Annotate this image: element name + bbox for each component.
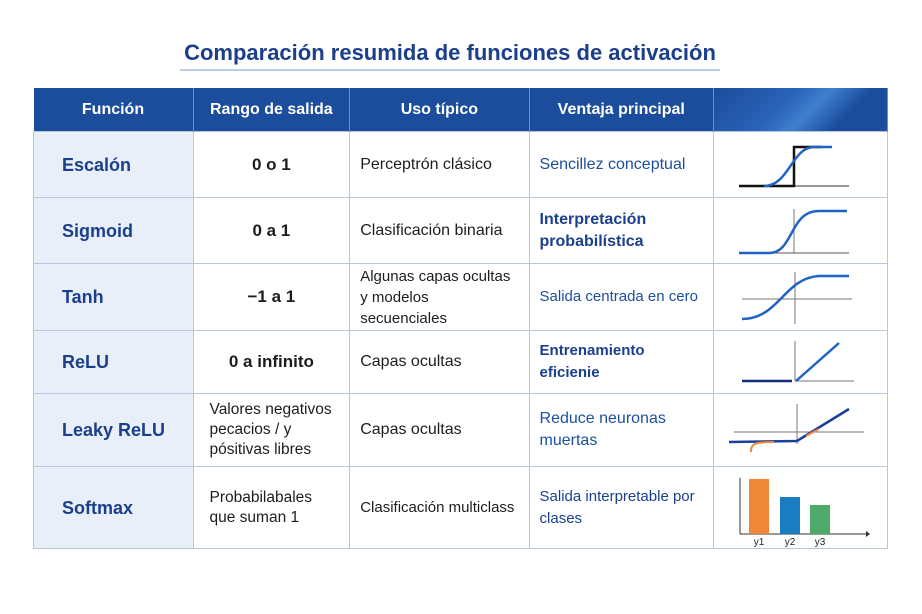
typical-use: Clasificación multiclass xyxy=(350,467,529,549)
relu-graph-icon xyxy=(714,331,887,393)
bar-y3 xyxy=(810,505,830,534)
function-name: Escalón xyxy=(34,132,194,198)
bar-y2 xyxy=(780,497,800,534)
output-range: 0 a 1 xyxy=(193,198,350,264)
main-advantage: Salida interpretable por clases xyxy=(529,467,713,549)
label-y3: y3 xyxy=(814,536,826,548)
page-title: Comparación resumida de funciones de activación xyxy=(184,40,716,65)
output-range: −1 a 1 xyxy=(193,264,350,331)
label-y2: y2 xyxy=(784,536,796,548)
typical-use: Capas ocultas xyxy=(350,331,529,394)
table-row xyxy=(34,394,888,467)
function-name: Tanh xyxy=(34,264,194,331)
header-function: Función xyxy=(34,88,194,132)
header-row xyxy=(34,88,888,132)
output-range: Probabilabales que suman 1 xyxy=(193,467,350,549)
softmax-bar-icon xyxy=(714,468,887,548)
header-range: Rango de salida xyxy=(193,88,350,132)
leaky-relu-graph-icon xyxy=(714,394,887,466)
header-advantage: Ventaja principal xyxy=(529,88,713,132)
header-decoration xyxy=(713,88,887,132)
function-name: Leaky ReLU xyxy=(34,394,194,467)
typical-use: Capas ocultas xyxy=(350,394,529,467)
table-row xyxy=(34,198,888,264)
label-y1: y1 xyxy=(753,536,765,548)
main-advantage: Salida centrada en cero xyxy=(529,264,713,331)
main-advantage: Sencillez conceptual xyxy=(529,132,713,198)
tanh-graph-icon xyxy=(714,264,887,330)
sigmoid-graph-icon xyxy=(714,199,887,263)
main-advantage: Interpretación probabilística xyxy=(529,198,713,264)
main-advantage: Entrenamiento eficienie xyxy=(529,331,713,394)
function-name: Softmax xyxy=(34,467,194,549)
activation-table xyxy=(33,88,888,549)
title-underline xyxy=(180,69,720,71)
typical-use: Algunas capas ocultas y modelos secuenciales xyxy=(350,264,529,331)
typical-use: Perceptrón clásico xyxy=(350,132,529,198)
output-range: Valores negativos pecacios / y pósitivas libres xyxy=(193,394,350,467)
table-row xyxy=(34,331,888,394)
table-row xyxy=(34,264,888,331)
function-name: ReLU xyxy=(34,331,194,394)
function-name: Sigmoid xyxy=(34,198,194,264)
output-range: 0 o 1 xyxy=(193,132,350,198)
typical-use: Clasificación binaria xyxy=(350,198,529,264)
step-graph-icon xyxy=(714,133,887,197)
header-use: Uso típico xyxy=(350,88,529,132)
table-row xyxy=(34,467,888,549)
main-advantage: Reduce neuronas muertas xyxy=(529,394,713,467)
output-range: 0 a infinito xyxy=(193,331,350,394)
bar-y1 xyxy=(749,479,769,534)
table-row xyxy=(34,132,888,198)
